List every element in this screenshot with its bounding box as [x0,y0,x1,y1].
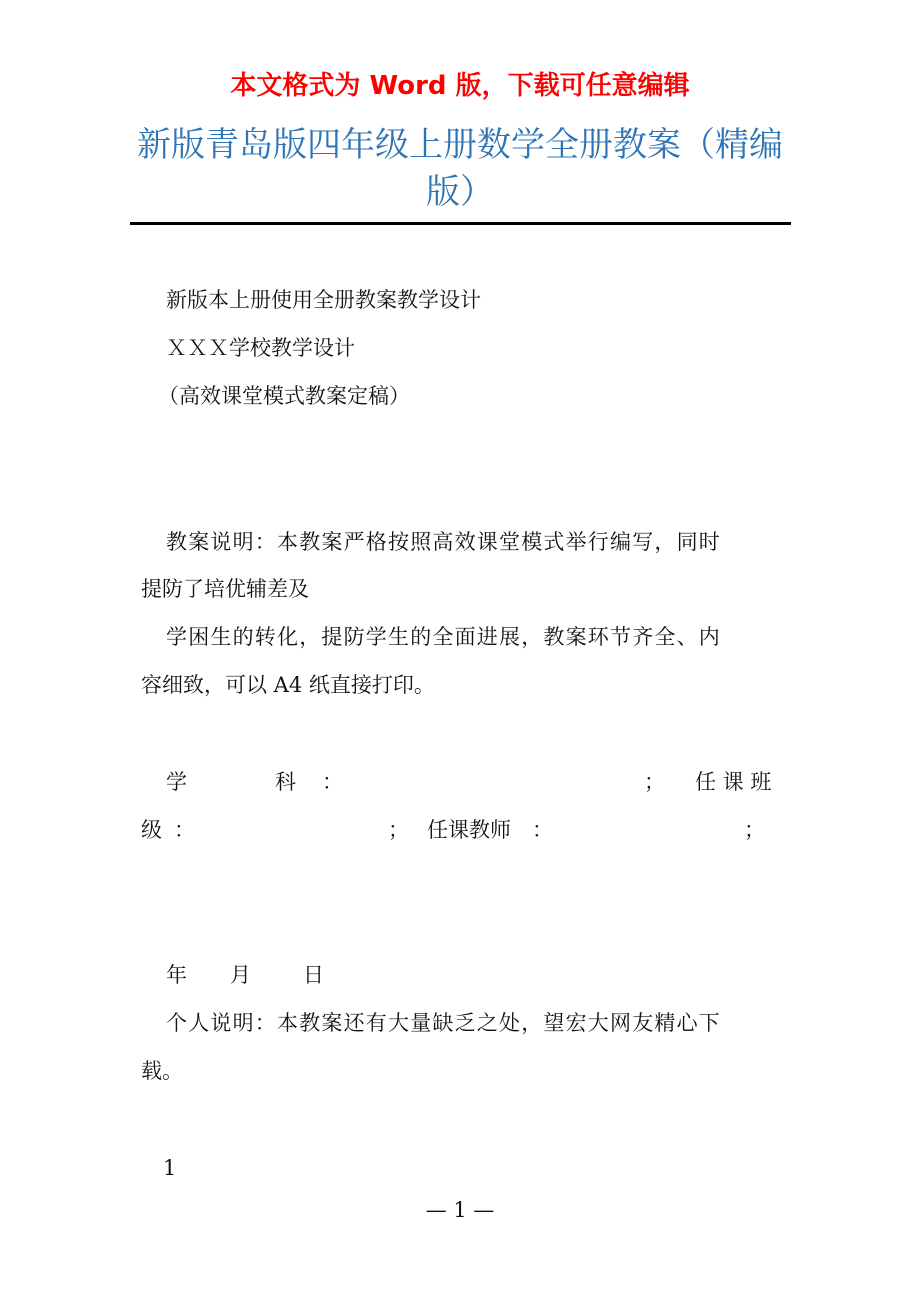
personal-note-line: 载。 [141,1059,183,1083]
document-title-line2: 版） [426,172,494,212]
teacher-label: 任课教师 [427,818,511,842]
document-title-line1: 新版青岛版四年级上册数学全册教案（精编 [137,125,783,165]
subject-label: 学 [166,770,187,794]
intro-line: 新版本上册使用全册教案教学设计 [166,288,481,312]
description-line: 学困生的转化，提防学生的全面进展，教案环节齐全、内 [166,625,721,649]
description-line: 容细致，可以 A4 纸直接打印。 [141,673,435,697]
class-colon: ： [174,818,195,842]
subject-label-2: 科 [275,770,296,794]
description-line: 提防了培优辅差及 [141,577,309,601]
title-divider [130,222,791,225]
description-line: 教案说明：本教案严格按照高效课堂模式举行编写，同时 [166,530,721,554]
class-label-2: 级 [141,818,162,842]
subject-field[interactable]: ； [644,770,665,794]
date-month: 月 [230,963,251,987]
class-field[interactable]: ； [388,818,409,842]
date-year: 年 [166,963,187,987]
date-day: 日 [303,963,324,987]
class-label: 任 课 班 [695,770,772,794]
subject-colon: ： [322,770,343,794]
intro-line: ＸＸＸ学校教学设计 [166,336,355,360]
format-notice: 本文格式为 Word 版，下载可任意编辑 [230,71,690,101]
intro-line: （高效课堂模式教案定稿） [158,384,410,408]
teacher-field[interactable]: ； [744,818,765,842]
page-footer: — 1 — [425,1198,495,1222]
section-number: 1 [163,1156,177,1180]
teacher-colon: ： [532,818,553,842]
personal-note-line: 个人说明：本教案还有大量缺乏之处，望宏大网友精心下 [166,1011,721,1035]
